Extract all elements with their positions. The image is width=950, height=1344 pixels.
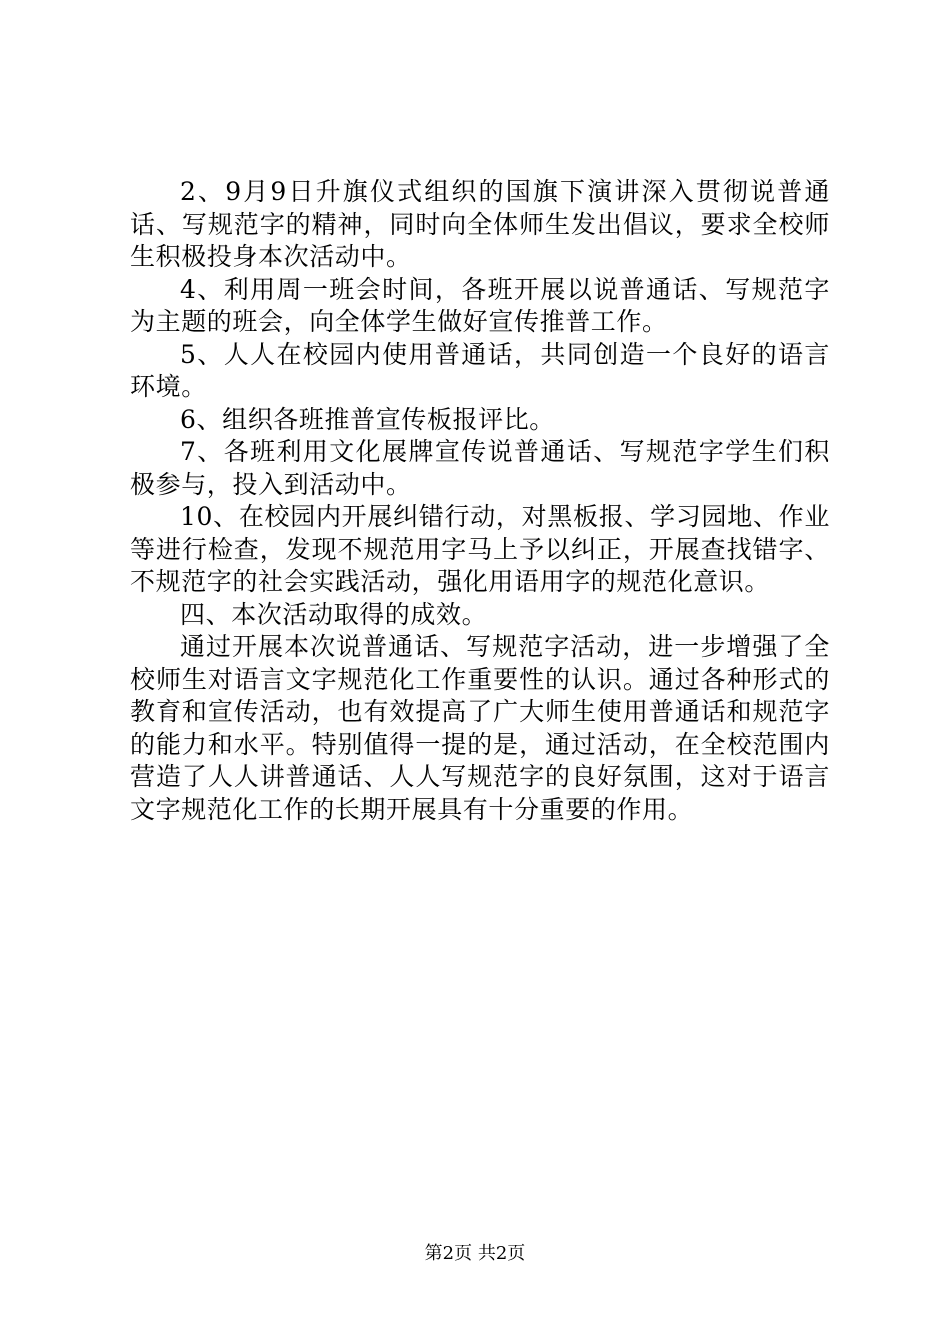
paragraph-item-4: 4、利用周一班会时间，各班开展以说普通话、写规范字为主题的班会，向全体学生做好宣传推普工作。 [130, 274, 830, 336]
paragraph-item-6: 6、组织各班推普宣传板报评比。 [180, 404, 555, 434]
paragraph-item-5: 5、人人在校园内使用普通话，共同创造一个良好的语言环境。 [130, 339, 830, 401]
paragraph-item-2: 2、9月9日升旗仪式组织的国旗下演讲深入贯彻说普通话、写规范字的精神，同时向全体师生发出倡议，要求全校师生积极投身本次活动中。 [130, 177, 830, 271]
section-heading-results: 四、本次活动取得的成效。 [180, 599, 488, 629]
page-footer [0, 1242, 950, 1266]
page-number: 第2页 共2页 [424, 1243, 526, 1264]
paragraph-results: 通过开展本次说普通话、写规范字活动，进一步增强了全校师生对语言文字规范化工作重要性的认识。通过各种形式的教育和宣传活动，也有效提高了广大师生使用普通话和规范字的能力和水平。特别值得一提的是，通过活动，在全校范围内营造了人人讲普通话、人人写规范字的良好氛围，这对于语言文字规范化工作的长期开展具有十分重要的作用。 [130, 632, 830, 824]
paragraph-item-10: 10、在校园内开展纠错行动，对黑板报、学习园地、作业等进行检查，发现不规范用字马上予以纠正，开展查找错字、不规范字的社会实践活动，强化用语用字的规范化意识。 [130, 502, 830, 596]
paragraph-item-7: 7、各班利用文化展牌宣传说普通话、写规范字学生们积极参与，投入到活动中。 [130, 437, 830, 499]
document-body [130, 176, 830, 826]
